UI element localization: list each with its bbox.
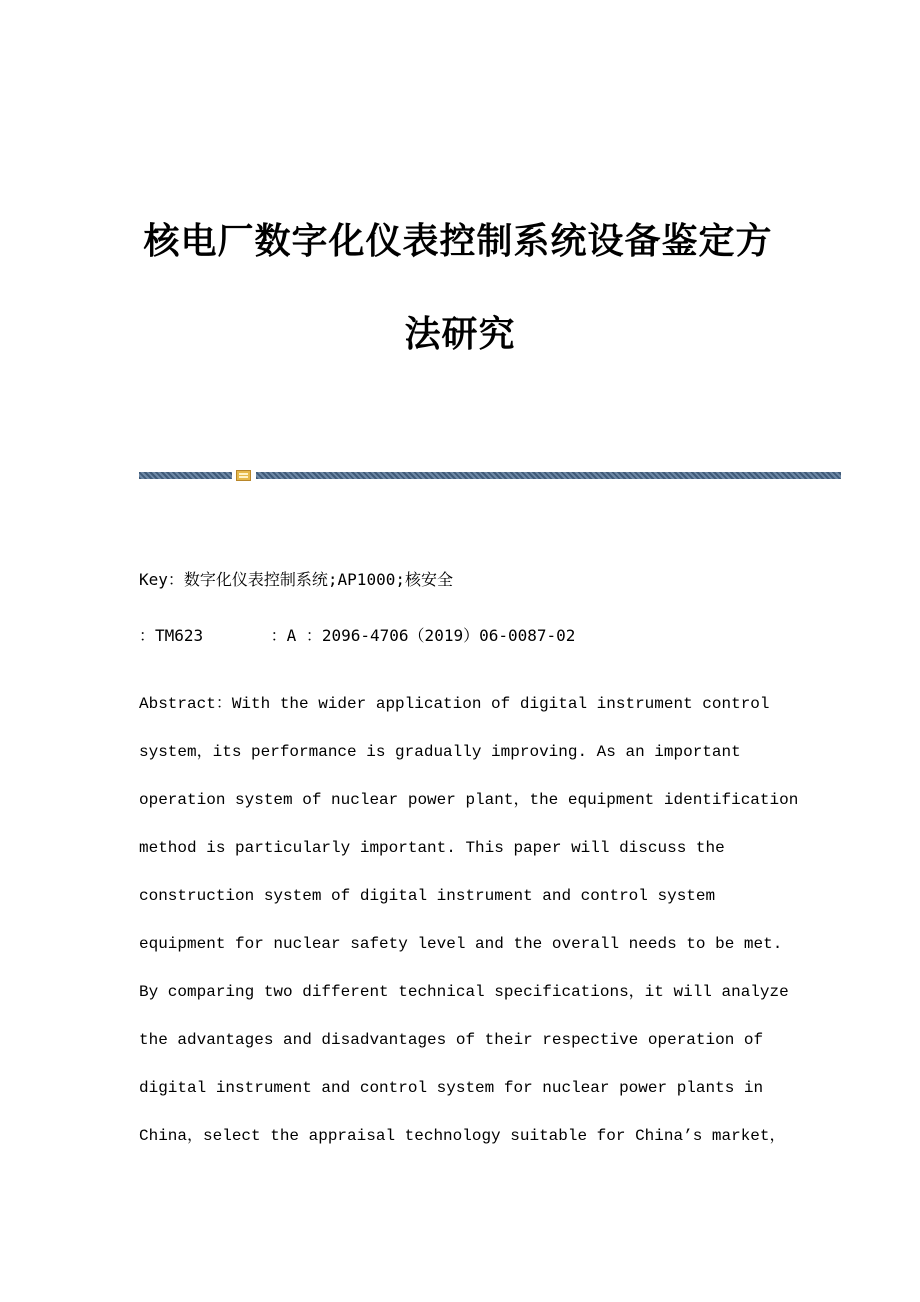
keywords-value: 数字化仪表控制系统;AP1000;核安全 (183, 570, 453, 589)
abstract-line: Abstract：With the wider application of digital instrument control (139, 695, 770, 713)
decorative-divider (139, 470, 841, 481)
abstract-line: equipment for nuclear safety level and the overall needs to be met. (139, 935, 783, 953)
abstract-paragraph (139, 680, 799, 1160)
abstract-line: system，its performance is gradually improving. As an important (139, 743, 741, 761)
abstract-line: By comparing two different technical specifications，it will analyze (139, 983, 789, 1001)
abstract-line: operation system of nuclear power plant，the equipment identification (139, 791, 799, 809)
abstract-line: the advantages and disadvantages of their respective operation of (139, 1031, 764, 1049)
divider-bar-right (256, 472, 841, 479)
title-line-2: 法研究 (404, 313, 516, 355)
divider-emblem-icon (236, 470, 251, 481)
keywords-line (139, 570, 453, 590)
title-line-1: 核电厂数字化仪表控制系统设备鉴定方 (143, 220, 773, 262)
divider-bar-left (139, 472, 232, 479)
abstract-line: construction system of digital instrument and control system (139, 887, 716, 905)
classification-line: ：TM623 ：A ：2096-4706（2019）06-0087-02 (139, 626, 576, 645)
abstract-line: method is particularly important. This paper will discuss the (139, 839, 725, 857)
abstract-line: digital instrument and control system for nuclear power plants in (139, 1079, 764, 1097)
keywords-label: Key： (139, 570, 184, 589)
abstract-line: China，select the appraisal technology suitable for China’s market， (139, 1127, 786, 1145)
